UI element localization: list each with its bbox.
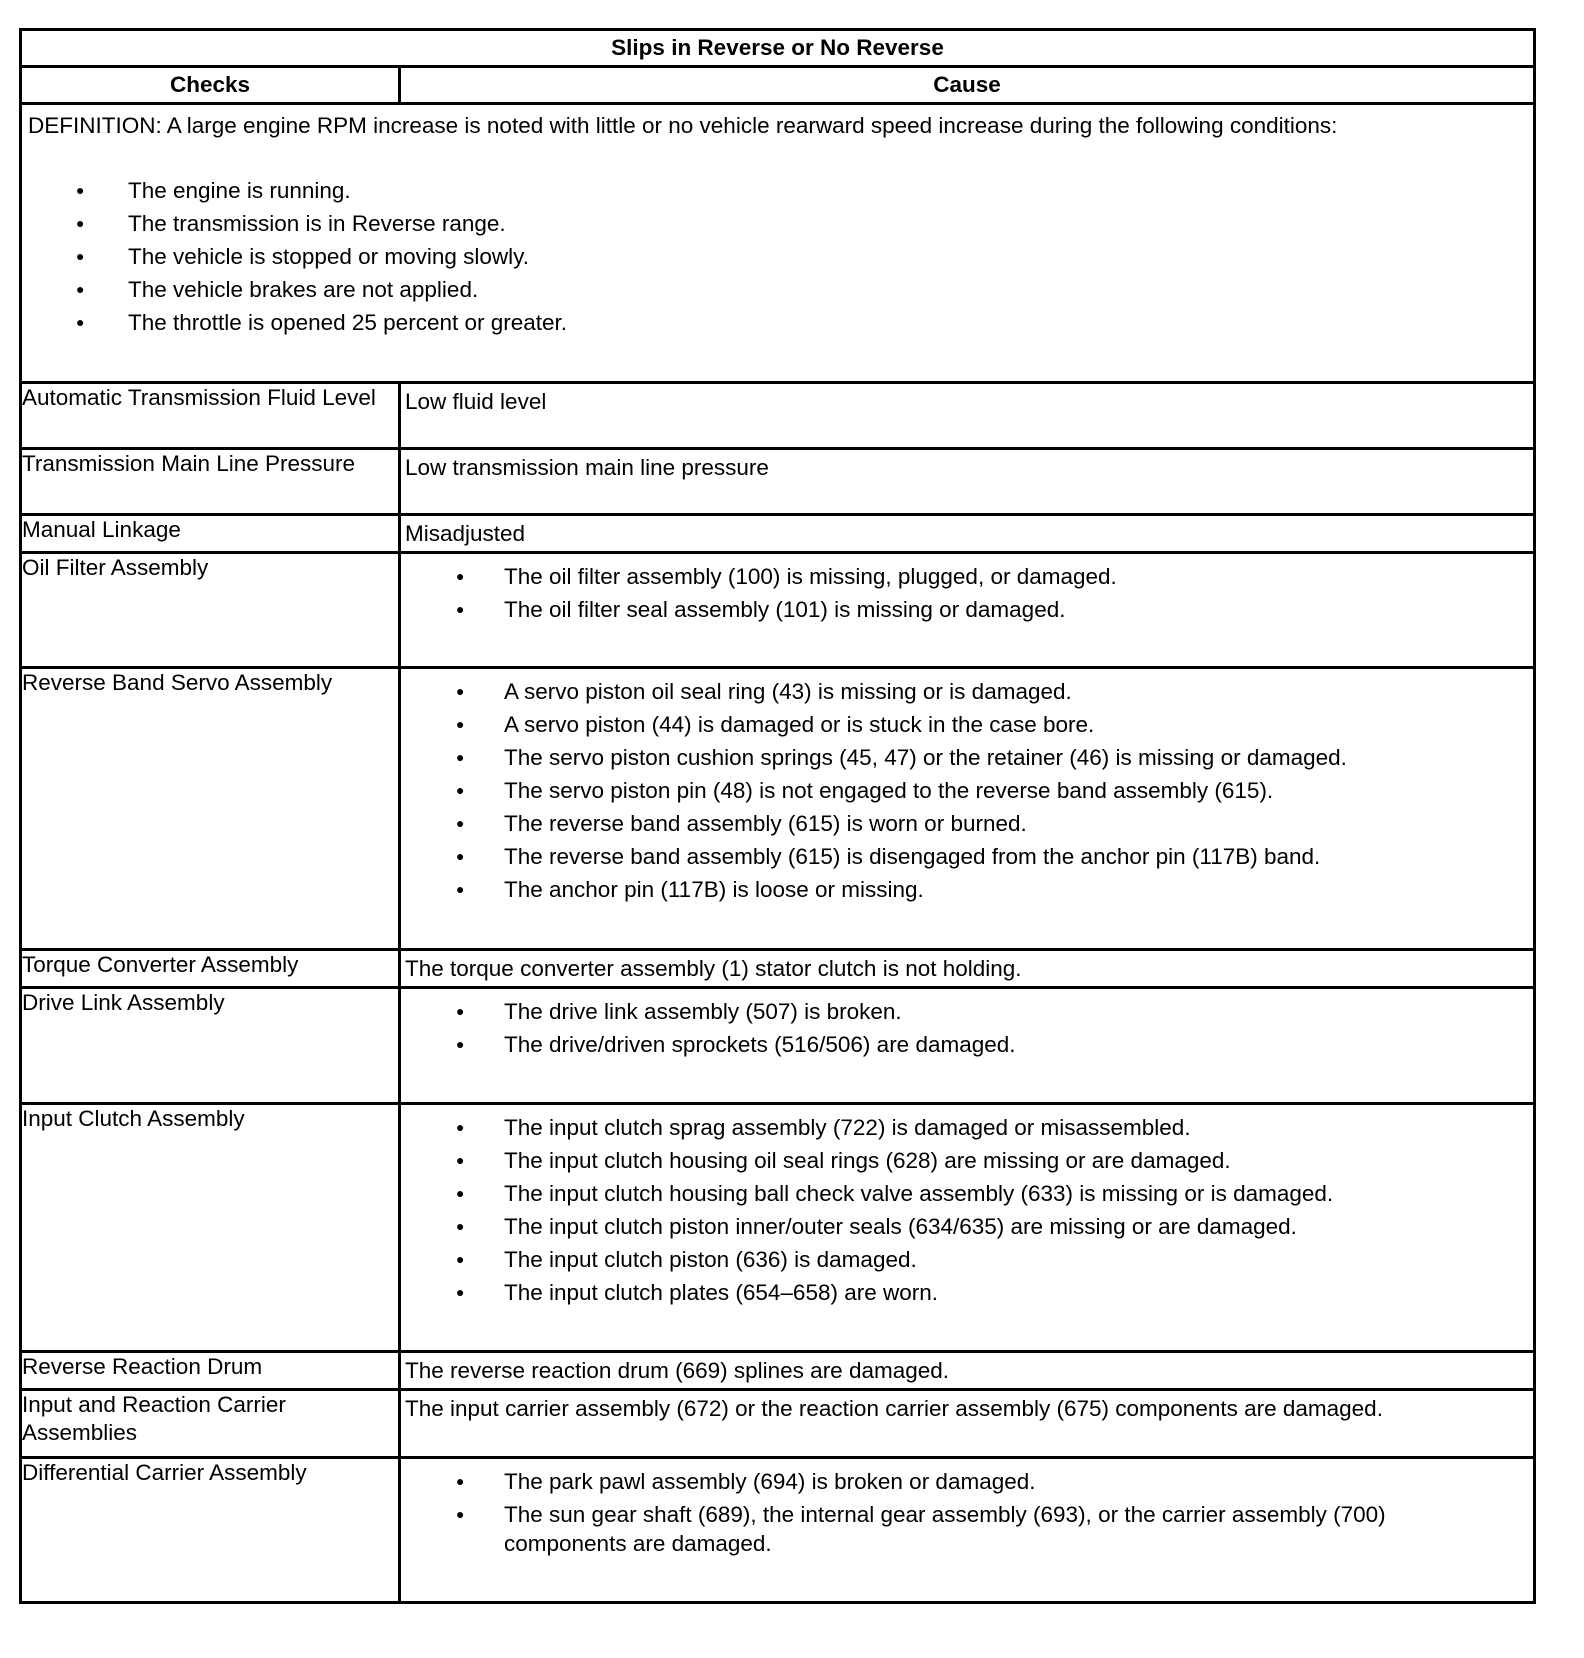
list-item: ● The oil filter assembly (100) is missing, plugged, or damaged. [401,562,1533,591]
check-cell: Drive Link Assembly [21,988,400,1104]
cause-text: The torque converter assembly (1) stator clutch is not holding. [405,956,1022,981]
condition-item: ● The throttle is opened 25 percent or greater. [22,306,1533,339]
condition-list [22,174,1533,339]
cause-text: Misadjusted [405,521,526,546]
cause-cell [400,553,1535,668]
cause-cell [400,1104,1535,1352]
table-row [21,668,1535,950]
cause-cell [400,449,1535,515]
list-item: ● A servo piston oil seal ring (43) is missing or is damaged. [401,677,1533,706]
check-cell: Input Clutch Assembly [21,1104,400,1352]
table-row [21,553,1535,668]
table-row [21,515,1535,553]
list-item: ● The input clutch housing oil seal rings (628) are missing or are damaged. [401,1146,1533,1175]
title-row [21,30,1535,67]
list-item: ● The oil filter seal assembly (101) is missing or damaged. [401,595,1533,624]
table-row [21,1390,1535,1458]
list-item: ● The anchor pin (117B) is loose or missing. [401,875,1533,904]
list-item: ● The servo piston pin (48) is not engaged to the reverse band assembly (615). [401,776,1533,805]
cause-cell [400,1458,1535,1603]
definition-text: DEFINITION: A large engine RPM increase is noted with little or no vehicle rearward speed increase during the following conditions: [28,113,1338,138]
check-cell: Oil Filter Assembly [21,553,400,668]
table-row [21,1104,1535,1352]
check-cell: Input and Reaction Carrier Assemblies [21,1390,400,1458]
list-item: ● The park pawl assembly (694) is broken or damaged. [401,1467,1533,1496]
list-item: ● The input clutch sprag assembly (722) is damaged or misassembled. [401,1113,1533,1142]
list-item: ● The input clutch housing ball check valve assembly (633) is missing or is damaged. [401,1179,1533,1208]
list-item: ● The input clutch plates (654–658) are worn. [401,1278,1533,1307]
cause-text: Low fluid level [405,389,547,414]
check-cell: Reverse Reaction Drum [21,1352,400,1390]
cause-cell [400,950,1535,988]
list-item: ● A servo piston (44) is damaged or is stuck in the case bore. [401,710,1533,739]
cause-list [401,677,1533,904]
cause-text: Low transmission main line pressure [405,455,769,480]
list-item: ● The reverse band assembly (615) is worn or burned. [401,809,1533,838]
list-item: ● The input clutch piston inner/outer seals (634/635) are missing or are damaged. [401,1212,1533,1241]
cause-list [401,562,1533,624]
cause-cell [400,515,1535,553]
condition-item: ● The transmission is in Reverse range. [22,207,1533,240]
check-cell: Differential Carrier Assembly [21,1458,400,1603]
cause-cell [400,1352,1535,1390]
cause-cell [400,1390,1535,1458]
cause-text: The input carrier assembly (672) or the reaction carrier assembly (675) components are damaged. [405,1396,1383,1421]
condition-item: ● The vehicle brakes are not applied. [22,273,1533,306]
checks-header: Checks [21,67,400,104]
list-item: ● The servo piston cushion springs (45, 47) or the retainer (46) is missing or damaged. [401,743,1533,772]
definition-cell [21,104,1535,383]
table-title: Slips in Reverse or No Reverse [21,30,1535,67]
table-row [21,1458,1535,1603]
cause-cell [400,383,1535,449]
cause-cell [400,668,1535,950]
diagnostic-table [19,28,1536,1604]
cause-cell [400,988,1535,1104]
cause-header: Cause [400,67,1535,104]
list-item: ● The sun gear shaft (689), the internal gear assembly (693), or the carrier assembly (700) components are damaged. [401,1500,1533,1558]
table-row [21,1352,1535,1390]
table-row [21,383,1535,449]
list-item: ● The drive link assembly (507) is broken. [401,997,1533,1026]
header-row [21,67,1535,104]
list-item: ● The input clutch piston (636) is damaged. [401,1245,1533,1274]
cause-list [401,997,1533,1059]
definition-row [21,104,1535,383]
condition-item: ● The vehicle is stopped or moving slowly. [22,240,1533,273]
table-row [21,988,1535,1104]
list-item: ● The reverse band assembly (615) is disengaged from the anchor pin (117B) band. [401,842,1533,871]
table-row [21,449,1535,515]
check-cell: Manual Linkage [21,515,400,553]
check-cell: Reverse Band Servo Assembly [21,668,400,950]
check-cell: Torque Converter Assembly [21,950,400,988]
list-item: ● The drive/driven sprockets (516/506) are damaged. [401,1030,1533,1059]
cause-text: The reverse reaction drum (669) splines are damaged. [405,1358,950,1383]
table-row [21,950,1535,988]
cause-list [401,1467,1533,1558]
condition-item: ● The engine is running. [22,174,1533,207]
check-cell: Automatic Transmission Fluid Level [21,383,400,449]
cause-list [401,1113,1533,1307]
check-cell: Transmission Main Line Pressure [21,449,400,515]
